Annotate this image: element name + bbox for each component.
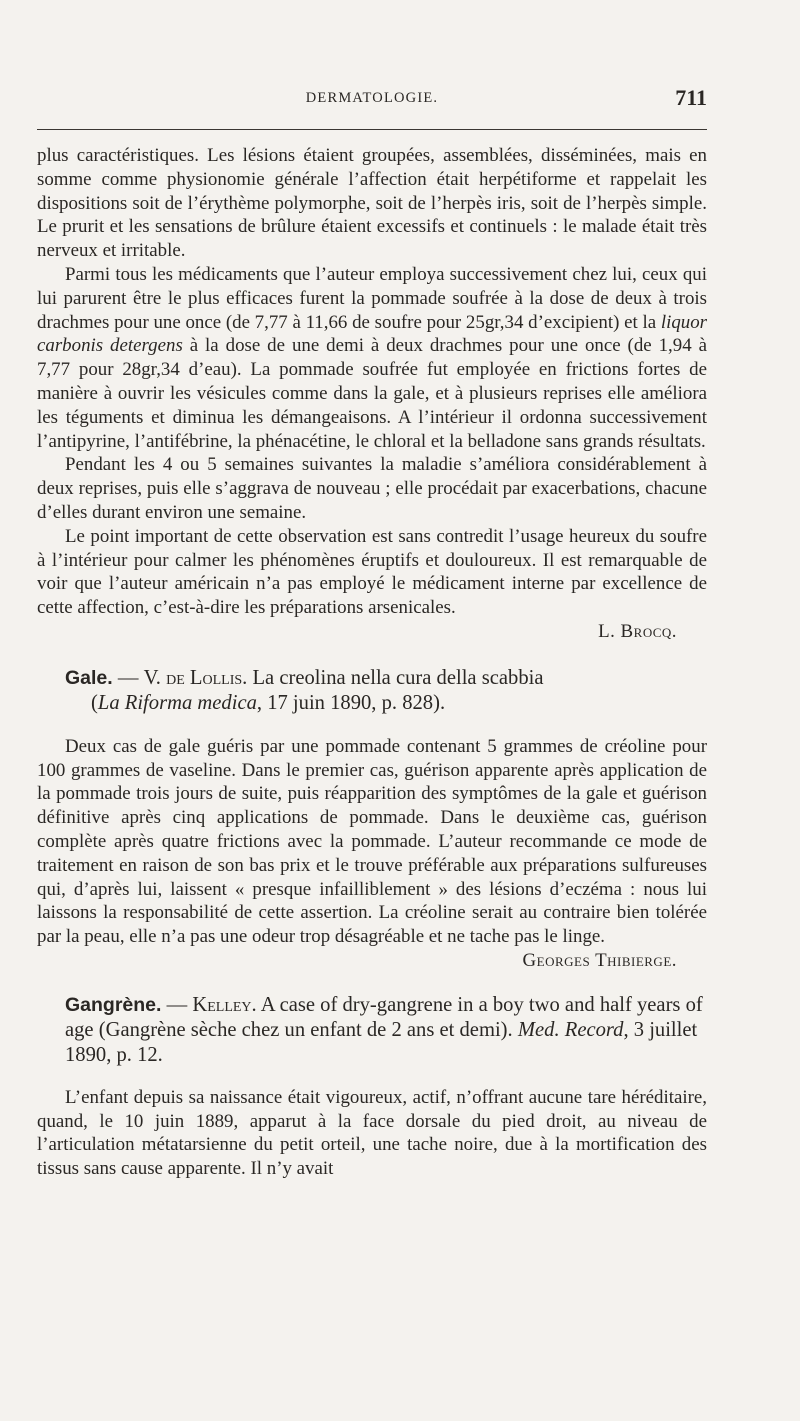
page-header xyxy=(37,85,707,120)
ref-details: , 3 juillet 1890, p. 12. xyxy=(65,1018,698,1066)
paragraph: Le point important de cette observation est sans contredit l’usage heureux du soufre à l’intérieur pour calmer les phénomènes éruptifs et douloureux. Il est remarquable de voir que l’auteur américain n’a pas employé le médicament interne par excellence de cette affection, c’est-à-dire les préparations arsenicales. xyxy=(37,525,707,619)
entry-title: . A case of dry-gangrene in a boy two and half years of age (Gangrène sèche chez un enfant de 2 ans et demi). xyxy=(65,993,703,1041)
header-rule xyxy=(37,129,707,130)
ref-details: , 17 juin 1890, p. 828). xyxy=(256,691,446,714)
italic-term: liquor carbonis detergens xyxy=(37,311,708,357)
paragraph: Pendant les 4 ou 5 semaines suivantes la maladie s’améliora considérablement à deux reprises, puis elle s’aggrava de nouveau ; elle procédait par exacerbations, chacune d’elles durant environ une semaine. xyxy=(37,454,707,523)
entry-author: Kelley xyxy=(192,993,252,1016)
paragraph xyxy=(37,263,707,453)
entry-subject: Gangrène. xyxy=(65,993,162,1016)
paragraph: L’enfant depuis sa naissance était vigoureux, actif, n’offrant aucune tare héréditaire, quand, le 10 juin 1889, apparut à la face dorsale du pied droit, au niveau de l’articulation métatarsienne du petit orteil, une tache noire, due à la mortification des tissus sans cause apparente. Il n’y avait xyxy=(37,1086,707,1180)
entry-reference xyxy=(65,691,707,716)
ref-open: ( xyxy=(91,691,98,714)
spacer xyxy=(37,716,707,735)
page-number: 711 xyxy=(675,85,707,110)
spacer xyxy=(37,644,707,666)
paragraph: Deux cas de gale guéris par une pommade contenant 5 grammes de créoline pour 100 grammes de vaseline. Dans le premier cas, guérison apparente après application de la pommade trois jours de suite, puis réapparition des symptômes de la gale et guérison définitive après cinq applications de pommade. Dans le deuxième cas, guérison complète après quatre frictions avec la pommade. L’auteur recommande ce mode de traitement en raison de son bas prix et le trouve préférable aux préparations sulfureuses qui, d’après lui, laissent « presque infailliblement » des lésions d’eczéma : nous lui laissons la responsabilité de cette assertion. La créoline serait au contraire bien tolérée par la peau, elle n’a pas une odeur trop désagréable et ne tache pas le linge. xyxy=(37,735,707,948)
entry-title: . La creolina nella cura della scabbia xyxy=(242,666,544,689)
text-run: à la dose de une demi à deux drachmes pour une once (de 1,94 à 7,77 pour 28gr,34 d’eau). La pommade soufrée fut employée en frictions fortes de manière à ouvrir les vésicules comme dans la gale, et à plusieurs reprises elle améliora les téguments et diminua les démangeaisons. A l’intérieur il ordonna successivement l’antipyrine, l’antifébrine, la phénacétine, le chloral et la belladone sans grands résultats. xyxy=(37,335,707,452)
entry-subject: Gale. xyxy=(65,666,113,689)
signature: Georges Thibierge. xyxy=(522,949,677,971)
spacer xyxy=(37,973,707,993)
entry-dash: — xyxy=(112,666,144,689)
journal-name: Med. Record xyxy=(517,1018,624,1041)
signature: L. Brocq. xyxy=(598,620,677,642)
entry-heading-gangrene xyxy=(37,993,707,1068)
entry-heading-gale xyxy=(37,666,707,716)
journal-name: La Riforma medica xyxy=(97,691,257,714)
article-body xyxy=(37,144,707,1181)
spacer xyxy=(37,1068,707,1086)
running-head: DERMATOLOGIE. xyxy=(305,90,439,106)
entry-author: V. de Lollis xyxy=(143,666,243,689)
text-run: Parmi tous les médicaments que l’auteur employa successivement chez lui, ceux qui lui parurent être le plus efficaces furent la pommade soufrée à la dose de deux à trois drachmes pour une once (de 7,77 à 11,66 de soufre pour 25gr,34 d’excipient) et la xyxy=(37,263,707,333)
paragraph: plus caractéristiques. Les lésions étaient groupées, assemblées, disséminées, mais en somme comme physionomie générale l’affection était herpétiforme et rappelait les dispositions soit de l’érythème polymorphe, soit de l’herpès iris, soit de l’herpès simple. Le prurit et les sensations de brûlure étaient excessifs et continuels : le malade était très nerveux et irritable. xyxy=(37,145,707,262)
entry-dash: — xyxy=(161,993,193,1016)
